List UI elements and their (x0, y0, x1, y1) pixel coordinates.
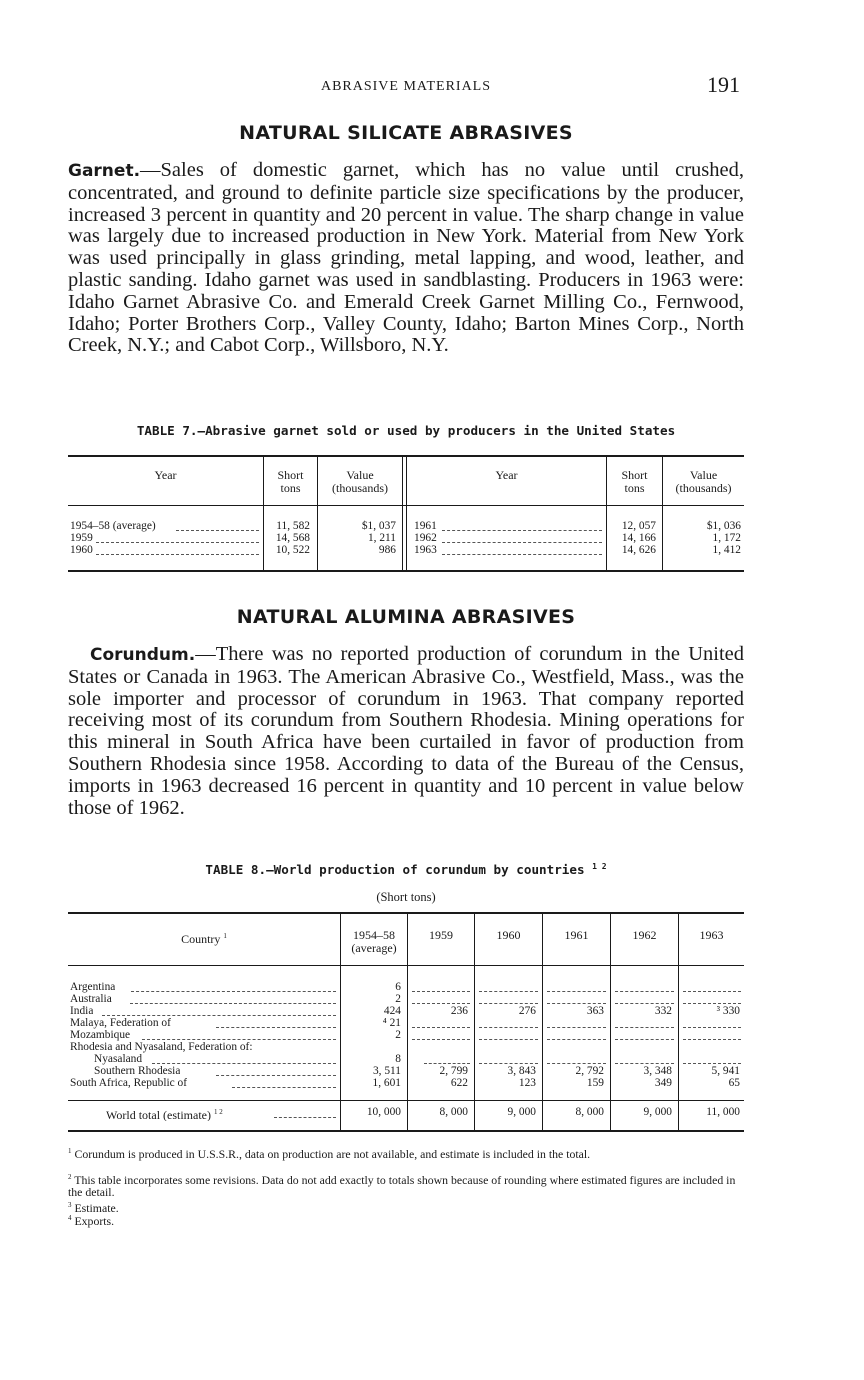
empty-cell-dashes (479, 991, 538, 992)
table7-double-divider (402, 457, 403, 570)
table8-unit: (Short tons) (376, 890, 436, 904)
empty-cell-dashes (683, 1039, 741, 1040)
table8-header-1961: 1961 (564, 928, 589, 942)
garnet-text: —Sales of domestic garnet, which has no value until crushed, concentrated, and ground to definite particle size specifications by the producer, increased 3 percent in quantity and 20 percent in value. The sharp change in value was largely due to increased production in New York. Material from New York was used principally in glass grinding, metal lapping, and wood, leather, and plastic sanding. Idaho garnet was used in sandblasting. Producers in 1963 were: Idaho Garnet Abrasive Co. and Emerald Creek Garnet Milling Co., Fernwood, Idaho; Porter Brothers Corp., Valley County, Idaho; Barton Mines Corp., North Creek, N.Y.; and Cabot Corp., Willsboro, N.Y. (68, 159, 744, 357)
garnet-paragraph (68, 160, 744, 357)
leader-dots (442, 530, 602, 531)
table8-value: 3, 843 (507, 1065, 536, 1077)
table8-country: Rhodesia and Nyasaland, Federation of: (70, 1042, 253, 1053)
table8-avg: 2 (395, 1029, 401, 1041)
leader-dots (274, 1117, 336, 1118)
empty-cell-dashes (412, 1027, 470, 1028)
table7-row-value: $1, 037 (361, 520, 396, 532)
table8-avg: 2 (395, 993, 401, 1005)
table8-country: Australia (70, 994, 112, 1005)
leader-dots (96, 542, 259, 543)
table8-header-country: Country $^1$ (181, 932, 227, 946)
empty-cell-dashes (412, 1003, 470, 1004)
table8-value: 236 (450, 1005, 468, 1017)
garnet-lead: Garnet. (68, 161, 141, 181)
table8-col-divider (407, 914, 408, 1130)
table8-avg: 1, 601 (372, 1077, 401, 1089)
leader-dots (442, 554, 602, 555)
table8-total-label: World total (estimate) $^{1 2}$ (106, 1108, 223, 1121)
table8-value: ³ 330 (716, 1005, 740, 1017)
leader-dots (130, 1003, 336, 1004)
table8-top-rule (68, 912, 744, 914)
empty-cell-dashes (412, 991, 470, 992)
empty-cell-dashes (412, 1039, 470, 1040)
empty-cell-dashes (479, 1003, 538, 1004)
table8-header-1962: 1962 (632, 928, 657, 942)
footnote-2: $^2$ This table incorporates some revisions. Data do not add exactly to totals shown because of rounding where estimated figures are included in the detail. (68, 1172, 736, 1199)
empty-cell-dashes (683, 1003, 741, 1004)
table8-total-value: 10, 000 (366, 1106, 401, 1118)
table8-col-divider (474, 914, 475, 1130)
table8-avg: 8 (395, 1053, 401, 1065)
table8-value: 349 (654, 1077, 672, 1089)
table8-col-divider (610, 914, 611, 1130)
footnote-3: $^3$ Estimate. (68, 1200, 119, 1215)
empty-cell-dashes (615, 1027, 674, 1028)
footnote-1: $^1$ Corundum is produced in U.S.S.R., data on production are not available, and estimate is included in the total. (68, 1146, 591, 1161)
table7-header-value-right: Value (thousands) (675, 468, 732, 495)
table7-row-tons: 14, 166 (621, 532, 656, 544)
table8-col-divider (678, 914, 679, 1130)
running-head (68, 72, 744, 100)
leader-dots (152, 1063, 336, 1064)
empty-cell-dashes (547, 1039, 606, 1040)
empty-cell-dashes (615, 1003, 674, 1004)
table8-avg: 6 (395, 981, 401, 993)
page-number: 191 (707, 72, 740, 97)
table8-value: 2, 799 (439, 1065, 468, 1077)
table8-country: Mozambique (70, 1030, 131, 1041)
empty-cell-dashes (479, 1063, 538, 1064)
leader-dots (216, 1027, 336, 1028)
table8-avg: 424 (383, 1005, 401, 1017)
table7-row-value: 986 (378, 544, 396, 556)
empty-cell-dashes (547, 1003, 606, 1004)
table8-col-divider (542, 914, 543, 1130)
table7-row-tons: 14, 626 (621, 544, 656, 556)
table7-row-value: 1, 211 (367, 532, 396, 544)
table8-country: Nyasaland (94, 1054, 143, 1065)
empty-cell-dashes (683, 1063, 741, 1064)
table8-total-value: 8, 000 (439, 1106, 468, 1118)
table7-row-value: 1, 412 (712, 544, 741, 556)
table8-total-rule (68, 1100, 744, 1101)
empty-cell-dashes (683, 991, 741, 992)
table8-country: South Africa, Republic of (70, 1078, 188, 1089)
table8-value: 622 (450, 1077, 468, 1089)
table8-bottom-rule (68, 1130, 744, 1132)
table7-header-value-left: Value (thousands) (332, 468, 388, 495)
table8-value: 123 (518, 1077, 536, 1089)
table7-row-tons: 14, 568 (275, 532, 310, 544)
corundum-paragraph (68, 644, 744, 819)
table7-header-year-left: Year (154, 468, 177, 482)
table7-header-tons-right: Short tons (621, 468, 648, 495)
leader-dots (216, 1075, 336, 1076)
leader-dots (176, 530, 259, 531)
table7-row-tons: 11, 582 (276, 520, 310, 532)
table8-country: Southern Rhodesia (94, 1066, 181, 1077)
footnote-4: $^4$ Exports. (68, 1213, 115, 1228)
table7-row-tons: 12, 057 (621, 520, 656, 532)
table8-total-value: 8, 000 (575, 1106, 604, 1118)
corundum-text: —There was no reported production of corundum in the United States or Canada in 1963. The American Abrasive Co., Westfield, Mass., was the sole importer and processor of corundum in 1963. That company reported receiving most of its corundum from Southern Rhodesia. Mining operations for this mineral in South Africa have been curtailed in favor of production from Southern Rhodesia since 1958. According to data of the Bureau of the Census, imports in 1963 decreased 16 percent in quantity and 10 percent in value below those of 1962. (68, 643, 744, 819)
table8-title: TABLE 8.—World production of corundum by countries $^{1 2}$ (205, 862, 607, 878)
empty-cell-dashes (424, 1063, 470, 1064)
table8-country: Argentina (70, 982, 116, 993)
table7-header-tons-left: Short tons (277, 468, 304, 495)
leader-dots (442, 542, 602, 543)
table7-row-tons: 10, 522 (275, 544, 310, 556)
table7-row-year: 1954–58 (average) (70, 521, 156, 532)
empty-cell-dashes (683, 1027, 741, 1028)
table8-total-value: 9, 000 (507, 1106, 536, 1118)
table8-header-avg: 1954–58 (average) (351, 928, 397, 955)
table8-value: 332 (654, 1005, 672, 1017)
table8-header-rule (68, 965, 744, 966)
table7-row-value: $1, 036 (706, 520, 741, 532)
empty-cell-dashes (615, 1063, 674, 1064)
table8-value: 3, 348 (643, 1065, 672, 1077)
empty-cell-dashes (547, 991, 606, 992)
table7-row-year: 1962 (414, 533, 437, 544)
empty-cell-dashes (479, 1039, 538, 1040)
section-heading-alumina: NATURAL ALUMINA ABRASIVES (236, 606, 576, 628)
table8-header-1959: 1959 (429, 928, 453, 942)
section-heading-silicate: NATURAL SILICATE ABRASIVES (239, 122, 573, 144)
leader-dots (232, 1087, 336, 1088)
table7-row-value: 1, 172 (712, 532, 741, 544)
leader-dots (142, 1039, 336, 1040)
empty-cell-dashes (615, 1039, 674, 1040)
table8-country: India (70, 1006, 94, 1017)
leader-dots (102, 1015, 336, 1016)
empty-cell-dashes (547, 1063, 606, 1064)
table7-bottom-rule (68, 570, 744, 572)
table7-row-year: 1963 (414, 545, 437, 556)
table7-title: TABLE 7.—Abrasive garnet sold or used by producers in the United States (136, 423, 676, 438)
table8-value: 276 (518, 1005, 536, 1017)
table8-title-refs: 1 2 (592, 862, 607, 871)
table8-avg: 3, 511 (372, 1065, 401, 1077)
table8-value: 159 (586, 1077, 604, 1089)
empty-cell-dashes (547, 1027, 606, 1028)
table8-value: 363 (586, 1005, 604, 1017)
table7-row-year: 1961 (414, 521, 437, 532)
table8-header-1960: 1960 (496, 928, 521, 942)
table8-value: 65 (728, 1077, 740, 1089)
table8-header-1963: 1963 (699, 928, 724, 942)
empty-cell-dashes (615, 991, 674, 992)
running-title: ABRASIVE MATERIALS (320, 79, 492, 94)
leader-dots (131, 991, 336, 992)
table7-row-year: 1959 (70, 533, 93, 544)
corundum-lead: Corundum. (90, 645, 196, 665)
empty-cell-dashes (479, 1027, 538, 1028)
table8-total-value: 9, 000 (643, 1106, 672, 1118)
table8-value: 2, 792 (575, 1065, 604, 1077)
table8-value: 5, 941 (711, 1065, 740, 1077)
table7-header-year-right: Year (495, 468, 518, 482)
leader-dots (96, 554, 259, 555)
table8-avg: ⁴ 21 (382, 1017, 401, 1029)
table8-total-value: 11, 000 (706, 1106, 740, 1118)
table7-row-year: 1960 (70, 545, 93, 556)
table8-country: Malaya, Federation of (70, 1018, 171, 1029)
